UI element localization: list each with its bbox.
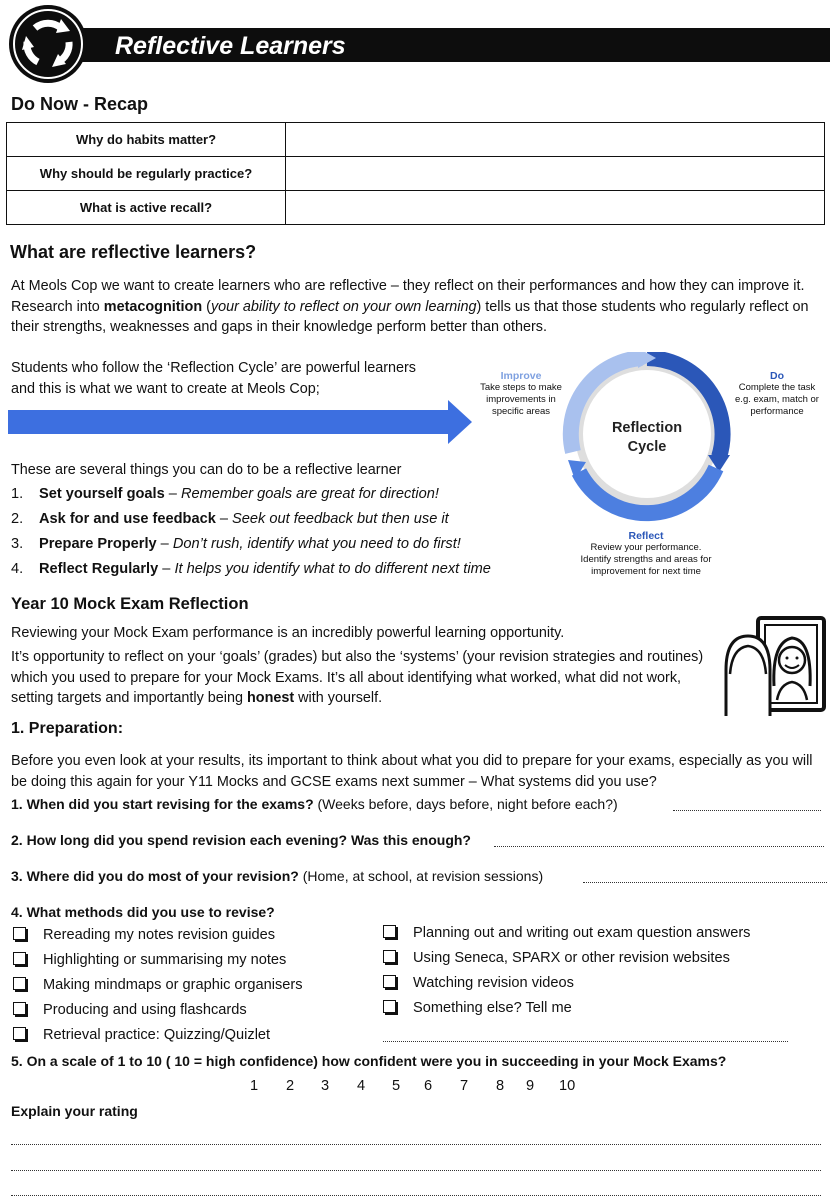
cycle-intro-text: Students who follow the ‘Reflection Cycle’ are powerful learners and this is what we want to create at Meols Cop; (11, 360, 417, 397)
item-italic: Seek out feedback but then use it (232, 511, 449, 527)
cycle-center-line1: Reflection (611, 420, 683, 436)
scale-option[interactable]: 3 (321, 1078, 330, 1094)
explain-rating-label: Explain your rating (11, 1103, 138, 1119)
improve-label (466, 370, 576, 418)
item-italic: It helps you identify what to do different next time (174, 561, 491, 577)
item-dash: – (164, 486, 181, 502)
prep-intro: Before you even look at your results, its important to think about what you did to prepare for your exams, especially as you will be doing this again for your Y11 Mocks and GCSE exams next summer – What systems did you use? (11, 753, 813, 790)
prep-heading: 1. Preparation: (11, 720, 124, 737)
checkbox-icon[interactable] (13, 1027, 26, 1040)
question-text: 3. Where did you do most of your revision? (11, 868, 299, 884)
question-hint: (Home, at school, at revision sessions) (298, 868, 544, 884)
question-5: 5. On a scale of 1 to 10 ( 10 = high confidence) how confident were you in succeeding in your Mock Exams? (11, 1053, 727, 1069)
reflect-title: Reflect (628, 530, 664, 542)
mock-paragraph-1: Reviewing your Mock Exam performance is an incredibly powerful learning opportunity. (11, 625, 565, 641)
question-1 (11, 796, 618, 812)
reflect-text: Review your performance. (590, 542, 702, 553)
scale-option[interactable]: 9 (526, 1078, 535, 1094)
checkbox-icon[interactable] (383, 950, 396, 963)
item-dash: – (215, 511, 233, 527)
checkbox-icon[interactable] (383, 925, 396, 938)
list-item (11, 482, 491, 507)
item-dash: – (156, 536, 173, 552)
intro-bold: metacognition (103, 298, 203, 315)
explain-line-2[interactable] (11, 1170, 821, 1171)
item-bold: Set yourself goals (39, 486, 165, 502)
recap-table (6, 122, 825, 225)
something-else-line[interactable] (383, 1041, 788, 1042)
method-option[interactable] (383, 971, 750, 996)
method-option[interactable] (383, 996, 750, 1021)
improve-text: Take steps to make (480, 382, 562, 393)
mock-text: with yourself. (294, 690, 383, 706)
list-item (11, 557, 491, 582)
answer-line-1[interactable] (673, 810, 821, 811)
intro-italic: your ability to reflect on your own learning (210, 298, 477, 315)
scale-option[interactable]: 4 (357, 1078, 366, 1094)
mock-text: It’s opportunity to reflect on your ‘goals’ (grades) but also the ‘systems’ (your revision strategies and routines) which you used to prepare for your Mock Exams. It’s all about identifying what worked, what did not work, setting targets and importantly being (11, 649, 704, 706)
method-option[interactable] (13, 998, 303, 1023)
page-title: Reflective Learners (115, 32, 346, 60)
recap-answer-cell[interactable] (286, 191, 825, 225)
improve-title: Improve (500, 370, 542, 382)
methods-left-list (13, 923, 303, 1048)
method-option[interactable] (13, 973, 303, 998)
methods-right-list (383, 921, 750, 1021)
improve-text: improvements in (486, 394, 556, 405)
reflect-text: Identify strengths and areas for (580, 554, 712, 565)
checkbox-icon[interactable] (13, 927, 26, 940)
question-text: 1. When did you start revising for the exams? (11, 796, 314, 812)
explain-line-1[interactable] (11, 1144, 821, 1145)
method-option[interactable] (383, 946, 750, 971)
checkbox-icon[interactable] (13, 952, 26, 965)
recap-answer-cell[interactable] (286, 123, 825, 157)
answer-line-3[interactable] (583, 882, 827, 883)
method-option[interactable] (13, 948, 303, 973)
intro-text: ) tells us that those students who regularly reflect on their strengths, weaknesses and gaps in their knowledge perform better than others. (11, 298, 809, 335)
reflective-heading: What are reflective learners? (10, 242, 257, 262)
recycle-arrows-icon (8, 4, 88, 84)
explain-line-3[interactable] (11, 1195, 821, 1196)
recap-question: Why do habits matter? (7, 123, 286, 157)
scale-option[interactable]: 8 (496, 1078, 505, 1094)
scale-option[interactable]: 2 (286, 1078, 295, 1094)
item-bold: Reflect Regularly (39, 561, 159, 577)
intro-text: ( (202, 298, 211, 315)
confidence-scale (250, 1077, 575, 1095)
intro-text: At Meols Cop we want to create learners who are reflective – they reflect on their performances and how they can improve it. Research into (11, 278, 805, 315)
scale-option[interactable]: 5 (392, 1078, 401, 1094)
table-row (7, 157, 825, 191)
item-bold: Prepare Properly (39, 536, 157, 552)
method-label: Using Seneca, SPARX or other revision websites (413, 950, 730, 966)
mock-paragraph-2 (11, 647, 723, 709)
list-item (11, 507, 491, 532)
method-label: Rereading my notes revision guides (43, 927, 276, 943)
item-italic: Don’t rush, identify what you need to do first! (172, 536, 461, 552)
question-3 (11, 868, 543, 884)
cycle-center-line2: Cycle (627, 439, 667, 455)
do-now-heading: Do Now - Recap (11, 94, 149, 114)
item-number: 4. (11, 561, 24, 577)
reflect-text: improvement for next time (591, 566, 701, 577)
question-4: 4. What methods did you use to revise? (11, 904, 275, 920)
item-dash: – (158, 561, 175, 577)
item-number: 2. (11, 511, 24, 527)
reflect-label (566, 530, 726, 578)
checkbox-icon[interactable] (13, 977, 26, 990)
scale-option[interactable]: 1 (250, 1078, 259, 1094)
item-number: 1. (11, 486, 24, 502)
scale-option[interactable]: 10 (559, 1078, 576, 1094)
method-label: Something else? Tell me (413, 1000, 572, 1016)
table-row (7, 123, 825, 157)
answer-line-2[interactable] (494, 846, 824, 847)
recap-question: What is active recall? (7, 191, 286, 225)
checkbox-icon[interactable] (13, 1002, 26, 1015)
question-hint: (Weeks before, days before, night before each?) (313, 796, 618, 812)
mock-bold: honest (246, 690, 295, 706)
do-title: Do (770, 370, 784, 382)
scale-option[interactable]: 6 (424, 1078, 433, 1094)
do-label (722, 370, 830, 418)
method-label: Watching revision videos (413, 975, 574, 991)
scale-option[interactable]: 7 (460, 1078, 469, 1094)
right-arrow-icon (8, 400, 472, 444)
mirror-reflection-icon (722, 614, 828, 718)
method-option[interactable] (13, 1023, 303, 1048)
recap-answer-cell[interactable] (286, 157, 825, 191)
things-intro: These are several things you can do to be a reflective learner (11, 462, 402, 478)
method-option[interactable] (383, 921, 750, 946)
do-text: e.g. exam, match or (735, 394, 819, 405)
method-option[interactable] (13, 923, 303, 948)
item-italic: Remember goals are great for direction! (180, 486, 439, 502)
method-label: Making mindmaps or graphic organisers (43, 977, 303, 993)
do-text: performance (750, 406, 804, 417)
improve-text: specific areas (491, 406, 551, 417)
recap-question: Why should be regularly practice? (7, 157, 286, 191)
things-list (11, 482, 491, 582)
method-label: Highlighting or summarising my notes (43, 952, 287, 968)
method-label: Planning out and writing out exam question answers (413, 925, 751, 941)
item-number: 3. (11, 536, 24, 552)
reflective-intro (11, 276, 821, 338)
mock-heading: Year 10 Mock Exam Reflection (11, 595, 249, 613)
do-text: Complete the task (738, 382, 816, 393)
checkbox-icon[interactable] (383, 1000, 396, 1013)
method-label: Retrieval practice: Quizzing/Quizlet (43, 1027, 271, 1043)
table-row (7, 191, 825, 225)
method-label: Producing and using flashcards (43, 1002, 247, 1018)
list-item (11, 532, 491, 557)
checkbox-icon[interactable] (383, 975, 396, 988)
question-2: 2. How long did you spend revision each evening? Was this enough? (11, 832, 471, 848)
item-bold: Ask for and use feedback (39, 511, 216, 527)
